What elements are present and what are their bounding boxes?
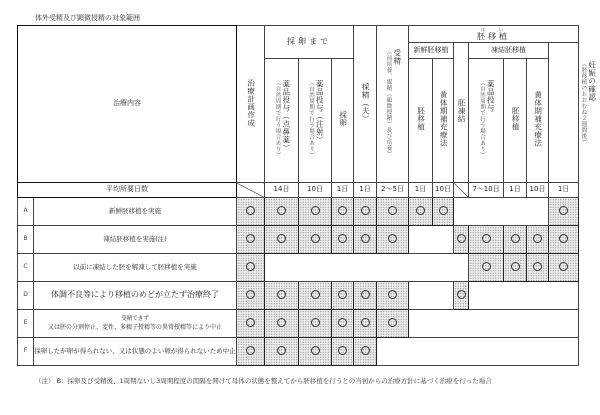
mark-cell <box>299 226 332 254</box>
circle-mark-icon <box>246 262 255 271</box>
circle-mark-icon <box>482 234 491 243</box>
header-drug-nasal: 薬品投与（点鼻薬） （自然周期で行う場合あり） <box>265 59 299 183</box>
circle-mark-icon <box>533 234 542 243</box>
table-row <box>18 226 579 254</box>
header-fertilization: 受精 （前培養、媒精（顕微授精）及び培養） <box>377 26 409 183</box>
table-row <box>18 310 579 338</box>
mark-cell <box>354 282 377 310</box>
row-id: E <box>18 310 34 338</box>
mark-cell <box>237 198 265 226</box>
mark-cell <box>265 198 299 226</box>
circle-mark-icon <box>559 262 568 271</box>
header-treatment: 治療内容 <box>18 26 237 183</box>
circle-mark-icon <box>533 262 542 271</box>
mark-cell <box>265 338 299 366</box>
header-frozen: 凍結胚移植 <box>469 43 549 59</box>
circle-mark-icon <box>277 290 286 299</box>
circle-mark-icon <box>246 318 255 327</box>
circle-mark-icon <box>361 346 370 355</box>
document-title: 体外受精及び顕微授精の対象範囲 <box>35 14 140 22</box>
avg-days-value: 1日 <box>549 183 579 198</box>
circle-mark-icon <box>361 234 370 243</box>
row-description <box>34 338 237 366</box>
circle-mark-icon <box>311 346 320 355</box>
avg-days-label: 平均所要日数 <box>18 183 237 198</box>
row-description <box>34 226 237 254</box>
avg-days-value: 1日 <box>409 183 433 198</box>
mark-cell <box>265 226 299 254</box>
mark-cell <box>527 226 549 254</box>
mark-cell <box>332 310 354 338</box>
mark-cell <box>377 282 409 310</box>
header-embryo-transfer: 胚移植はい <box>409 26 579 43</box>
empty-cell <box>454 198 549 226</box>
mark-cell <box>454 226 469 254</box>
avg-days-value: 14日 <box>265 183 299 198</box>
table-row <box>18 254 579 282</box>
circle-mark-icon <box>388 318 397 327</box>
header-fresh: 新鮮胚移植 <box>409 43 454 59</box>
empty-cell <box>469 282 579 310</box>
mark-cell <box>265 282 299 310</box>
diagonal-cell <box>237 183 265 198</box>
mark-cell <box>549 226 579 254</box>
circle-mark-icon <box>361 206 370 215</box>
avg-days-value: 2～5日 <box>377 183 409 198</box>
circle-mark-icon <box>559 206 568 215</box>
circle-mark-icon <box>457 290 466 299</box>
mark-cell <box>549 198 579 226</box>
avg-days-value: 10日 <box>527 183 549 198</box>
row-id: C <box>18 254 34 282</box>
mark-cell <box>237 338 265 366</box>
treatment-scope-table: 治療内容 治療計画作成 採卵まで 採精（夫） 受精 （前培養、媒精（顕微授精）及び培養） 胚移植はい 妊娠の確認 （胚移植のおおむね２週間後） 新鮮胚移植 胚凍結 凍結胚移植 薬品投与（点鼻薬） （自然周期で行う場合あり） 薬品投与（注射） （自然周期で行う場合あり） 採卵 胚移植 黄体期補充療法 薬品投与 （自然周期で行う場合あり） 胚移植 黄体期補充療法 平均所要日数 14日 10日 1日 1日 2～5日 1日 10日 7～10日 1日 10日 1日 A 新鮮胚移植を実施 B 凍結胚移植を実施(注) C 以前に凍結した胚を解凍して胚移植を実施 D 体調不良等により移植のめどが立たず治療終了 E 受精できず 又は胚の分割停止、変性、多精子授精等の異常授精等により中止 F 採卵したが卵が得られない、又は状態のよい卵が得られないため中止 <box>17 25 579 366</box>
mark-cell <box>454 282 469 310</box>
circle-mark-icon <box>338 318 347 327</box>
circle-mark-icon <box>388 206 397 215</box>
row-id: B <box>18 226 34 254</box>
row-description <box>34 254 237 282</box>
header-drug-injection: 薬品投与（注射） （自然周期で行う場合あり） <box>299 59 332 183</box>
circle-mark-icon <box>482 262 491 271</box>
header-frozen-drug: 薬品投与 （自然周期で行う場合あり） <box>469 59 504 183</box>
circle-mark-icon <box>559 234 568 243</box>
mark-cell <box>354 226 377 254</box>
mark-cell <box>332 226 354 254</box>
circle-mark-icon <box>246 290 255 299</box>
mark-cell <box>549 254 579 282</box>
circle-mark-icon <box>361 290 370 299</box>
table-row <box>18 198 579 226</box>
mark-cell <box>237 254 265 282</box>
mark-cell <box>237 226 265 254</box>
header-frozen-luteal: 黄体期補充療法 <box>527 59 549 183</box>
mark-cell <box>299 198 332 226</box>
mark-cell <box>299 282 332 310</box>
circle-mark-icon <box>277 206 286 215</box>
circle-mark-icon <box>311 206 320 215</box>
row-text: 体調不良等により移植のめどが立たず治療終了 <box>51 290 219 300</box>
circle-mark-icon <box>246 234 255 243</box>
mark-cell <box>377 310 409 338</box>
mark-cell <box>332 282 354 310</box>
row-text: 新鮮胚移植を実施 <box>109 206 161 215</box>
row-text: 凍結胚移植を実施(注) <box>103 234 167 243</box>
footnote: （注） B：採卵及び受精後、1周期ないし3周期程度の間隔を開けて母体の状態を整えてから胚移植を行うとの当初からの治療方針に基づく治療を行った場合 <box>35 377 492 385</box>
header-fresh-transfer: 胚移植 <box>409 59 433 183</box>
mark-cell <box>354 310 377 338</box>
mark-cell <box>265 310 299 338</box>
empty-cell <box>377 338 579 366</box>
mark-cell <box>237 310 265 338</box>
header-plan: 治療計画作成 <box>237 26 265 183</box>
mark-cell <box>299 310 332 338</box>
row-description <box>34 310 237 338</box>
circle-mark-icon <box>277 234 286 243</box>
header-fresh-luteal: 黄体期補充療法 <box>433 59 454 183</box>
row-text: 採卵したが卵が得られない、又は状態のよい卵が得られないため中止 <box>34 346 236 355</box>
mark-cell <box>527 254 549 282</box>
circle-mark-icon <box>338 234 347 243</box>
circle-mark-icon <box>361 318 370 327</box>
avg-days-value: 1日 <box>354 183 377 198</box>
mark-cell <box>504 254 527 282</box>
circle-mark-icon <box>246 206 255 215</box>
circle-mark-icon <box>457 234 466 243</box>
empty-cell <box>409 226 454 254</box>
row-text-2: 又は胚の分割停止、変性、多精子授精等の異常授精等により中止 <box>47 323 222 331</box>
empty-cell <box>265 254 469 282</box>
avg-days-value: 1日 <box>504 183 527 198</box>
header-frozen-transfer: 胚移植 <box>504 59 527 183</box>
circle-mark-icon <box>277 346 286 355</box>
mark-cell <box>354 198 377 226</box>
mark-cell <box>377 226 409 254</box>
avg-days-value: 10日 <box>299 183 332 198</box>
mark-cell <box>299 338 332 366</box>
header-until-retrieval: 採卵まで <box>265 26 354 59</box>
header-egg-retrieval: 採卵 <box>332 59 354 183</box>
avg-days-row <box>18 183 579 198</box>
circle-mark-icon <box>311 234 320 243</box>
mark-cell <box>469 226 504 254</box>
mark-cell <box>377 198 409 226</box>
circle-mark-icon <box>338 290 347 299</box>
avg-days-value: 10日 <box>433 183 454 198</box>
table-row <box>18 338 579 366</box>
circle-mark-icon <box>416 206 425 215</box>
circle-mark-icon <box>439 206 448 215</box>
avg-days-value: 1日 <box>332 183 354 198</box>
circle-mark-icon <box>388 290 397 299</box>
mark-cell <box>332 198 354 226</box>
empty-cell <box>409 282 454 310</box>
circle-mark-icon <box>246 346 255 355</box>
circle-mark-icon <box>511 234 520 243</box>
row-description <box>34 282 237 310</box>
mark-cell <box>409 198 433 226</box>
mark-cell <box>237 282 265 310</box>
avg-days-value: 7～10日 <box>469 183 504 198</box>
diagonal-cell <box>454 183 469 198</box>
circle-mark-icon <box>311 318 320 327</box>
circle-mark-icon <box>388 234 397 243</box>
circle-mark-icon <box>311 290 320 299</box>
row-description <box>34 198 237 226</box>
table-row <box>18 282 579 310</box>
circle-mark-icon <box>338 206 347 215</box>
mark-cell <box>469 254 504 282</box>
row-text: 以前に凍結した胚を解凍して胚移植を実施 <box>73 262 197 271</box>
row-id: A <box>18 198 34 226</box>
mark-cell <box>433 198 454 226</box>
header-freeze: 胚凍結 <box>454 43 469 183</box>
row-text: 受精できず <box>121 315 149 322</box>
empty-cell <box>409 310 579 338</box>
circle-mark-icon <box>277 318 286 327</box>
mark-cell <box>354 338 377 366</box>
mark-cell <box>332 338 354 366</box>
row-id: F <box>18 338 34 366</box>
row-id: D <box>18 282 34 310</box>
circle-mark-icon <box>511 262 520 271</box>
circle-mark-icon <box>338 346 347 355</box>
header-sperm: 採精（夫） <box>354 26 377 183</box>
mark-cell <box>504 226 527 254</box>
